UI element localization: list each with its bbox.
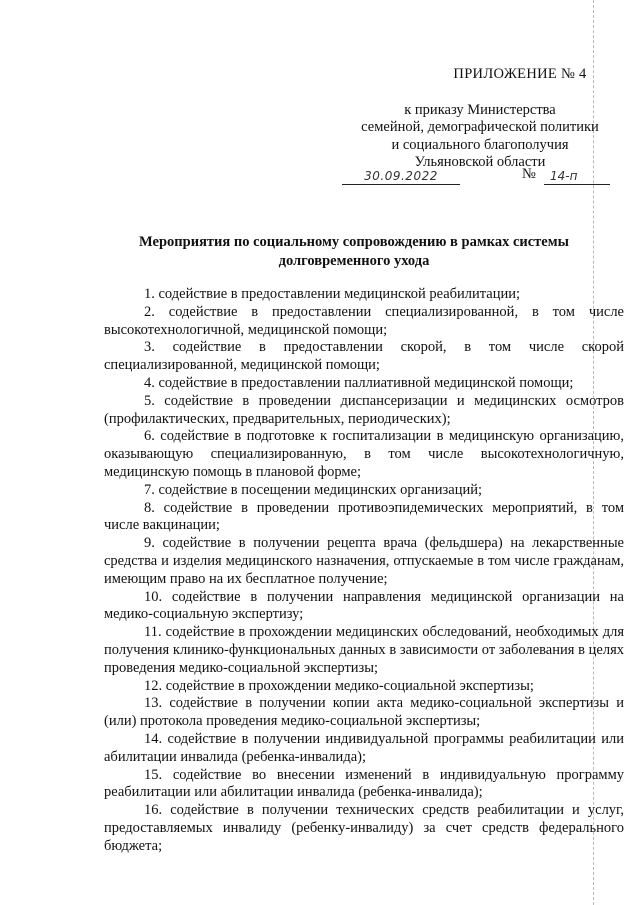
order-date-handwritten: 30.09.2022 (342, 166, 460, 185)
list-item: 13. содействие в получении копии акта медико-социальной экспертизы и (или) протокола проведения медико-социальной экспертизы; (104, 695, 624, 730)
appendix-number: ПРИЛОЖЕНИЕ № 4 (453, 66, 587, 82)
order-signature-line (342, 166, 612, 186)
list-item: 14. содействие в получении индивидуальной программы реабилитации или абилитации инвалида (ребенка-инвалида); (104, 730, 624, 765)
list-item: 16. содействие в получении технических средств реабилитации и услуг, предоставляемых инвалиду (ребенку-инвалиду) за счет средств федерального бюджета; (104, 802, 624, 854)
list-item: 3. содействие в предоставлении скорой, в том числе скорой специализированной, медицинской помощи; (104, 339, 624, 374)
header-line-4: Ульяновской области (414, 154, 546, 170)
list-item: 6. содействие в подготовке к госпитализации в медицинскую организацию, оказывающую специализированную, в том числе высокотехнологичную, медицинскую помощь в плановой форме; (104, 428, 624, 480)
header-line-2: семейной, демографической политики (361, 119, 599, 135)
list-item: 11. содействие в прохождении медицинских обследований, необходимых для получения клинико-функциональных данных в зависимости от заболевания в целях проведения медико-социальной экспертизы; (104, 624, 624, 676)
measures-list (104, 286, 624, 856)
list-item: 15. содействие во внесении изменений в индивидуальную программу реабилитации или абилитации инвалида (ребенка-инвалида); (104, 766, 624, 801)
list-item: 2. содействие в предоставлении специализированной, в том числе высокотехнологичной, медицинской помощи; (104, 303, 624, 338)
order-number-label: № (522, 166, 536, 182)
list-item: 1. содействие в предоставлении медицинской реабилитации; (144, 286, 521, 302)
header-line-3: и социального благополучия (391, 136, 569, 153)
title-line-2: долговременного ухода (278, 253, 430, 269)
document-title (104, 233, 604, 271)
order-number-handwritten: 14-п (544, 166, 610, 185)
list-item: 7. содействие в посещении медицинских организаций; (144, 481, 483, 498)
list-item: 10. содействие в получении направления медицинской организации на медико-социальную экспертизу; (104, 588, 624, 623)
header-line-1: к приказу Министерства (404, 101, 556, 118)
appendix-header (330, 66, 630, 172)
list-item: 5. содействие в проведении диспансеризации и медицинских осмотров (профилактических, предварительных, периодических); (104, 392, 624, 427)
list-item: 4. содействие в предоставлении паллиативной медицинской помощи; (144, 374, 574, 391)
list-item: 12. содействие в прохождении медико-социальной экспертизы; (144, 677, 534, 694)
title-line-1: Мероприятия по социальному сопровождению в рамках системы (139, 234, 569, 250)
list-item: 9. содействие в получении рецепта врача (фельдшера) на лекарственные средства и изделия медицинского назначения, отпускаемые в том числе гражданам, имеющим право на их бесплатное получение; (104, 535, 624, 587)
list-item: 8. содействие в проведении противоэпидемических мероприятий, в том числе вакцинации; (104, 499, 624, 534)
